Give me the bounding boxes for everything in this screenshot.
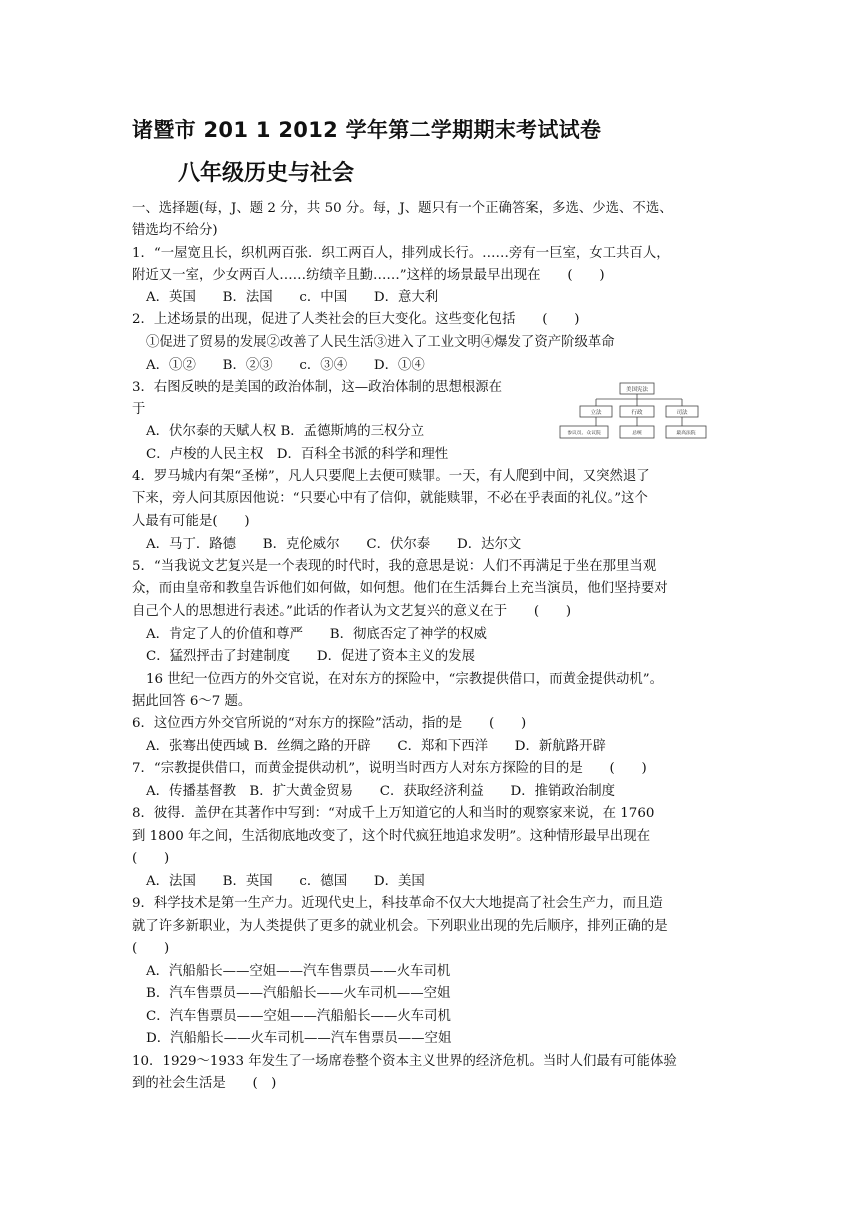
question-2-options: A．①② B．②③ c．③④ D．①④: [146, 358, 425, 373]
question-4: 4．罗马城内有架“圣梯”，凡人只要爬上去便可赎罪。一天，有人爬到中间，又突然退了: [132, 469, 650, 484]
section-heading: 一、选择题(每，J、题 2 分，共 50 分。每，J、题只有一个正确答案，多选、少选、不选、: [132, 201, 673, 216]
question-6-options: A．张骞出使西域 B．丝绸之路的开辟 C．郑和下西洋 D．新航路开辟: [146, 739, 606, 754]
question-6: 6．这位西方外交官所说的“对东方的探险”活动，指的是 ( ): [132, 716, 527, 731]
question-4-options: A．马丁．路德 B．克伦威尔 C．伏尔泰 D．达尔文: [146, 537, 522, 552]
question-9: 9．科学技术是第一生产力。近现代史上，科技革命不仅大大地提高了社会生产力，而且造: [132, 896, 663, 911]
diagram-branch-executive: 行政: [631, 410, 643, 416]
diagram-president: 总统: [632, 431, 642, 436]
passage-6-7-cont: 据此回答 6～7 题。: [132, 694, 252, 709]
page-title: 诸暨市 201 1 2012 学年第二学期期末考试试卷: [132, 118, 602, 142]
question-2-statements: ①促进了贸易的发展②改善了人民生活③进入了工业文明④爆发了资产阶级革命: [146, 335, 615, 350]
diagram-branch-judicial: 司法: [676, 410, 688, 416]
diagram-branch-legislative: 立法: [590, 410, 602, 416]
diagram-congress: 参议员、众议院: [567, 431, 601, 436]
question-1: 1．“一屋宽且长，织机两百张．织工两百人，排列成长行。……旁有一巨室，女工共百人，: [132, 246, 670, 261]
question-8-options: A．法国 B．英国 c．德国 D．美国: [146, 874, 425, 889]
question-1-options: A．英国 B．法国 c．中国 D．意大利: [146, 290, 439, 305]
question-7: 7．“宗教提供借口，而黄金提供动机”，说明当时西方人对东方探险的目的是 ( ): [132, 761, 647, 776]
question-7-options: A．传播基督教 B．扩大黄金贸易 C．获取经济利益 D．推销政治制度: [146, 784, 615, 799]
section-heading-cont: 错选均不给分): [132, 223, 218, 238]
question-8: 8．彼得．盖伊在其著作中写到：“对成千上万知道它的人和当时的观察家来说，在 1760: [132, 806, 655, 821]
question-5-cont2: 自己个人的思想进行表述。”此话的作者认为文艺复兴的意义在于 ( ): [132, 604, 572, 619]
diagram-supreme-court: 最高法院: [676, 431, 696, 436]
question-5-options-ab: A．肯定了人的价值和尊严 B．彻底否定了神学的权威: [146, 627, 487, 642]
question-9-option-a: A．汽船船长——空姐——汽车售票员——火车司机: [146, 964, 451, 979]
question-3-options-ab: A．伏尔泰的天赋人权 B．孟德斯鸠的三权分立: [146, 424, 425, 439]
question-9-option-d: D．汽船船长——火车司机——汽车售票员——空姐: [146, 1031, 452, 1046]
question-9-option-c: C．汽车售票员——空姐——汽船船长——火车司机: [146, 1009, 451, 1024]
question-9-cont: 就了许多新职业，为人类提供了更多的就业机会。下列职业出现的先后顺序，排列正确的是: [132, 919, 668, 934]
question-8-cont2: ( ): [132, 851, 170, 866]
question-4-cont2: 人最有可能是( ): [132, 514, 250, 529]
question-3: 3．右图反映的是美国的政治体制，这—政治体制的思想根源在: [132, 380, 503, 395]
question-4-cont: 下来，旁人问其原因他说：“只要心中有了信仰，就能赎罪，不必在乎表面的礼仪。”这个: [132, 491, 648, 506]
question-5-options-cd: C．猛烈抨击了封建制度 D．促进了资本主义的发展: [146, 649, 475, 664]
passage-6-7: 16 世纪一位西方的外交官说，在对东方的探险中，“宗教提供借口，而黄金提供动机”。: [146, 672, 664, 687]
question-5: 5．“当我说文艺复兴是一个表现的时代时，我的意思是说：人们不再满足于坐在那里当观: [132, 559, 657, 574]
question-9-option-b: B．汽车售票员——汽船船长——火车司机——空姐: [146, 986, 451, 1001]
question-9-cont2: ( ): [132, 941, 170, 956]
question-10-cont: 到的社会生活是 ( ): [132, 1076, 277, 1091]
us-political-system-diagram: [556, 380, 714, 442]
question-3-cont: 于: [132, 402, 146, 417]
diagram-top-label: 美国宪法: [625, 387, 649, 393]
question-5-cont: 众，而由皇帝和教皇告诉他们如何做，如何想。他们在生活舞台上充当演员，他们坚持要对: [132, 581, 668, 596]
question-1-cont: 附近又一室，少女两百人……纺绩辛且勤……”这样的场景最早出现在 ( ): [132, 268, 605, 283]
question-2: 2．上述场景的出现，促进了人类社会的巨大变化。这些变化包括 ( ): [132, 312, 580, 327]
question-3-options-cd: C．卢梭的人民主权 D．百科全书派的科学和理性: [146, 447, 449, 462]
question-8-cont: 到 1800 年之间，生活彻底地改变了，这个时代疯狂地追求发明”。这种情形最早出现在: [132, 829, 651, 844]
question-10: 10．1929～1933 年发生了一场席卷整个资本主义世界的经济危机。当时人们最有可能体验: [132, 1054, 677, 1069]
page-subtitle: 八年级历史与社会: [178, 161, 355, 186]
